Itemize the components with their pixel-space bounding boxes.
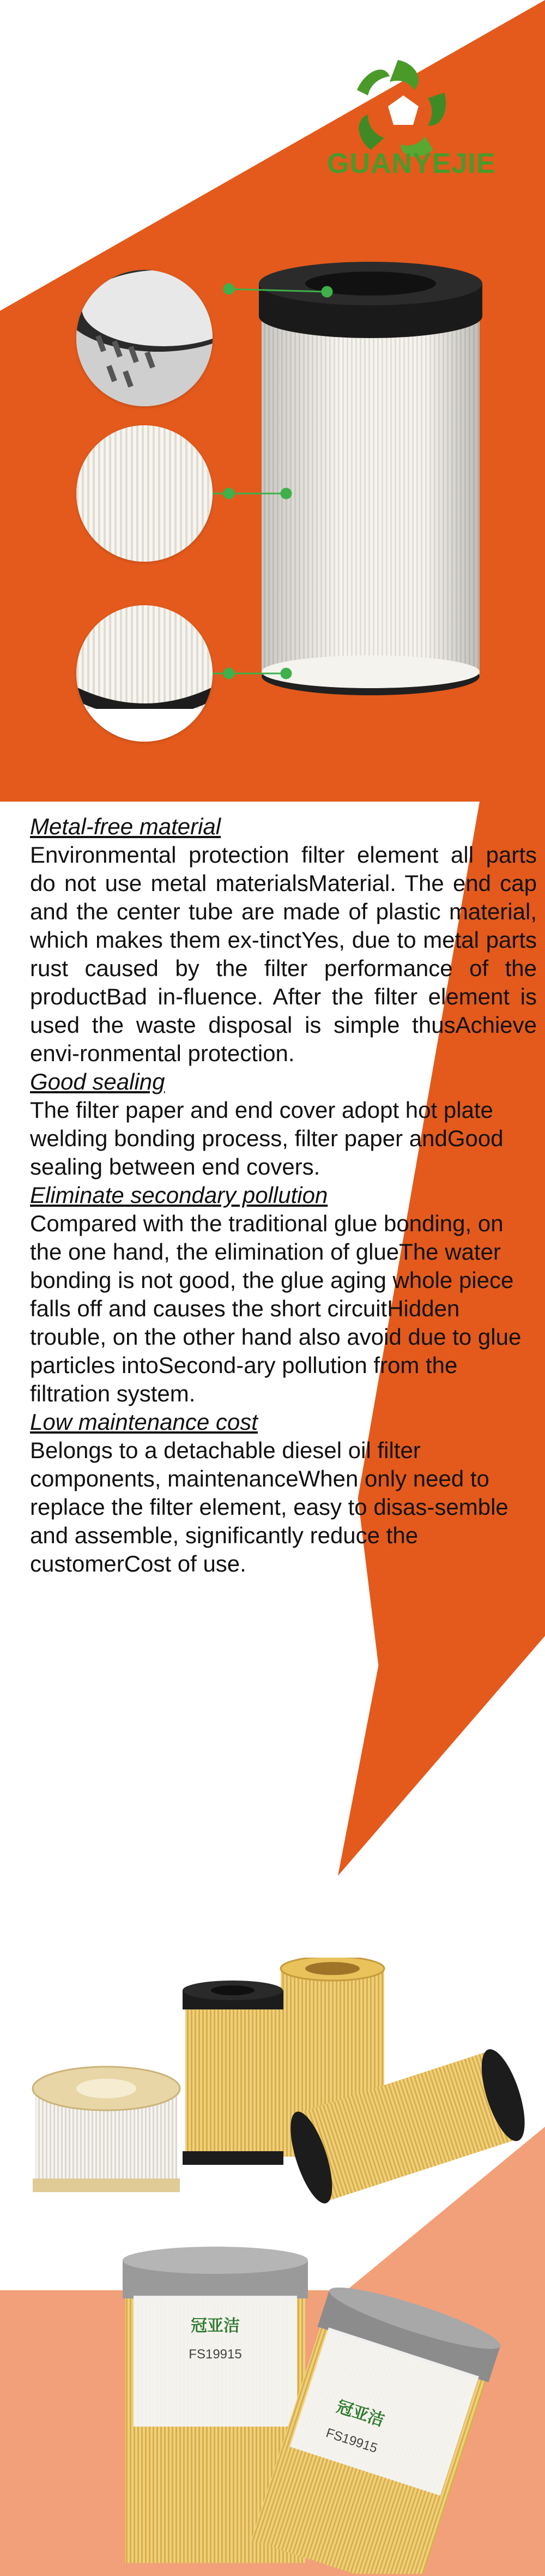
label-left-model: FS19915 — [189, 2347, 242, 2362]
feature-list — [30, 812, 537, 1578]
feature-title-good-sealing: Good sealing — [30, 1069, 165, 1094]
label-left — [158, 2312, 272, 2362]
seal-ring-icon — [76, 605, 213, 742]
feature-title-metal-free: Metal-free material — [30, 814, 221, 839]
filter-paper-closeup — [76, 425, 213, 562]
white-filter-beige-cap — [33, 2067, 180, 2192]
yellow-filter-black-cap — [183, 1981, 283, 2165]
brand-name: GUANYEJIE — [327, 148, 496, 179]
end-cap-detail-icon — [76, 270, 213, 406]
label-right-model: FS19915 — [324, 2425, 379, 2456]
feature-title-secondary-pollution: Eliminate secondary pollution — [30, 1182, 328, 1208]
hero-filter-image — [229, 262, 512, 698]
feature-body-secondary-pollution: Compared with the traditional glue bonding, on the one hand, the elimination of glueThe water bonding is not good, the glue aging whole piece falls off and causes the short circuitHidden trouble, on the other hand also avoid due to glue particles intoSecond-ary pollution from the filtration system. — [30, 1211, 522, 1406]
feature-title-low-maintenance: Low maintenance cost — [30, 1409, 258, 1435]
feature-body-low-maintenance: Belongs to a detachable diesel oil filter components, maintenanceWhen only need to replace the filter element, easy to disas-semble and assemble, significantly reduce the customerCost of use. — [30, 1437, 508, 1576]
pleated-paper-icon — [76, 425, 213, 562]
label-left-brand: 冠亚洁 — [191, 2316, 240, 2336]
feature-body-good-sealing: The filter paper and end cover adopt hot plate welding bonding process, filter paper andGood sealing between end covers. — [30, 1097, 504, 1179]
label-right-brand: 冠亚洁 — [334, 2397, 387, 2431]
end-cap-closeup — [76, 270, 213, 406]
seal-ring-closeup — [76, 605, 213, 742]
feature-body-metal-free: Environmental protection filter element all parts do not use metal materialsMaterial. The end cap and the center tube are made of plastic material, which makes them ex-tinctYes, due to metal parts rust caused by the filter performance of the productBad in-fluence. After the filter element is used the waste disposal is simple thusAchieve envi-ronmental protection. — [30, 842, 537, 1066]
product-photos — [0, 1958, 545, 2574]
